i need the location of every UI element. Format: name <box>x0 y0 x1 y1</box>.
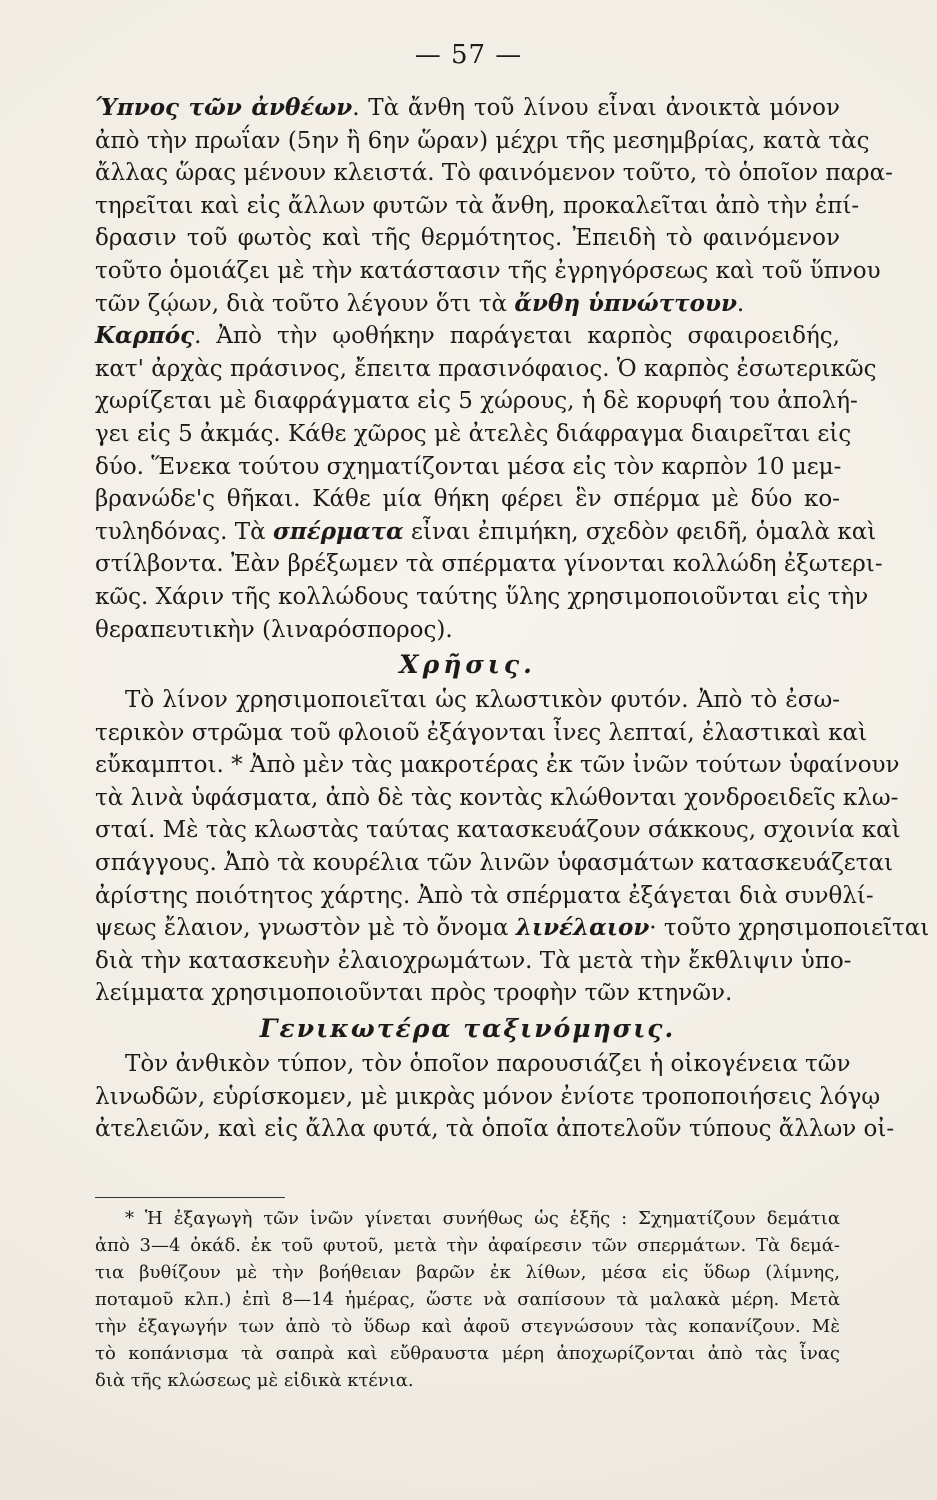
text-line: γει εἰς 5 ἀκμάς. Κάθε χῶρος μὲ ἀτελὲς διάφραγμα διαιρεῖται εἰς <box>95 420 852 447</box>
text-line: χωρίζεται μὲ διαφράγματα εἰς 5 χώρους, ἡ δὲ κορυφή του ἀπολή- <box>95 388 858 415</box>
text-line: ἄλλας ὥρας μένουν κλειστά. Τὸ φαινόμενον τοῦτο, τὸ ὁποῖον παρα- <box>95 160 893 187</box>
text-line: Τὸν ἀνθικὸν τύπον, τὸν ὁποῖον παρουσιάζει ἡ οἰκογένεια τῶν <box>125 1051 851 1078</box>
text-line: θεραπευτικὴν (λιναρόσπορος). <box>95 616 453 643</box>
emphasis-term: ἄνθη ὑπνώττουν <box>514 289 737 317</box>
text-line: τυληδόνας. Τὰ σπέρματα εἶναι ἐπιμήκη, σχεδὸν φειδῆ, ὁμαλὰ καὶ <box>95 517 877 545</box>
paragraph-classification <box>95 1048 895 1146</box>
text-line: εὔκαμπτοι. * Ἀπὸ μὲν τὰς μακροτέρας ἐκ τῶν ἰνῶν τούτων ὑφαίνουν <box>95 752 900 779</box>
text-line: τὰ λινὰ ὑφάσματα, ἀπὸ δὲ τὰς κοντὰς κλώθονται χονδροειδεῖς κλω- <box>95 784 899 811</box>
paragraph-uses-end <box>95 945 852 1010</box>
footnote-line: ποταμοῦ κλπ.) ἐπὶ 8—14 ἡμέρας, ὥστε νὰ σαπίσουν τὰ μαλακὰ μέρη. Μετὰ <box>95 1289 840 1310</box>
page-number: — 57 — <box>414 40 523 70</box>
text-line: βρανώδε'ς θῆκαι. Κάθε μία θήκη φέρει ἓν σπέρμα μὲ δύο κο- <box>95 486 840 513</box>
heading-uses: Χρῆσις. <box>399 650 536 680</box>
text-line: λινωδῶν, εὑρίσκομεν, μὲ μικρὰς μόνον ἐνίοτε τροποποιήσεις λόγῳ <box>95 1083 881 1110</box>
text-line: σταί. Μὲ τὰς κλωστὰς ταύτας κατασκευάζουν σάκκους, σχοινία καὶ <box>95 817 901 844</box>
text-line-linseed-oil: ψεως ἔλαιον, γνωστὸν μὲ τὸ ὄνομα λινέλαιον· τοῦτο χρησιμοποιεῖται <box>95 914 930 942</box>
footnote-line: τὸ κοπάνισμα τὰ σαπρὰ καὶ εὔθραυστα μέρη ἀποχωρίζονται ἀπὸ τὰς ἶνας <box>95 1343 840 1364</box>
text-line: στίλβοντα. Ἐὰν βρέξωμεν τὰ σπέρματα γίνονται κολλώδη ἐξωτερι- <box>95 551 883 578</box>
emphasis-term: Ύπνος τῶν ἀνθέων <box>95 94 353 121</box>
text-line: διὰ τὴν κατασκευὴν ἐλαιοχρωμάτων. Τὰ μετὰ τὴν ἔκθλιψιν ὑπο- <box>95 947 852 974</box>
text-line: δρασιν τοῦ φωτὸς καὶ τῆς θερμότητος. Ἐπειδὴ τὸ φαινόμενον <box>95 225 840 252</box>
text-line: Τὸ λίνον χρησιμοποιεῖται ὡς κλωστικὸν φυτόν. Ἀπὸ τὸ ἐσω- <box>125 687 840 714</box>
footnote-line: τὴν ἐξαγωγήν των ἀπὸ τὸ ὕδωρ καὶ ἀφοῦ στεγνώσουν τὰς κοπανίζουν. Μὲ <box>95 1316 840 1337</box>
text-line: κῶς. Χάριν τῆς κολλώδους ταύτης ὕλης χρησιμοποιοῦνται εἰς τὴν <box>95 583 869 610</box>
paragraph-uses <box>95 684 901 912</box>
paragraph-flower-sleep-and-fruit <box>95 92 893 646</box>
text-line: τοῦτο ὁμοιάζει μὲ τὴν κατάστασιν τῆς ἐγρηγόρσεως καὶ τοῦ ὕπνου <box>95 257 881 284</box>
text-line: ἀρίστης ποιότητος χάρτης. Ἀπὸ τὰ σπέρματα ἐξάγεται διὰ συνθλί- <box>95 882 874 909</box>
text-line: σπάγγους. Ἀπὸ τὰ κουρέλια τῶν λινῶν ὑφασμάτων κατασκευάζεται <box>95 850 893 877</box>
text-line: λείμματα χρησιμοποιοῦνται πρὸς τροφὴν τῶν κτηνῶν. <box>95 980 733 1007</box>
heading-general-classification: Γενικωτέρα ταξινόμησις. <box>259 1014 676 1044</box>
text-line: Ύπνος τῶν ἀνθέων. Τὰ ἄνθη τοῦ λίνου εἶναι ἀνοικτὰ μόνον <box>95 94 840 121</box>
emphasis-term: Καρπός <box>95 322 195 350</box>
text-line: Καρπός. Ἀπὸ τὴν ῳοθήκην παράγεται καρπὸς σφαιροειδής, <box>95 322 840 350</box>
emphasis-term: σπέρματα <box>272 517 404 545</box>
text-line: ἀτελειῶν, καὶ εἰς ἄλλα φυτά, τὰ ὁποῖα ἀποτελοῦν τύπους ἄλλων οἰ- <box>95 1116 895 1143</box>
text-line: κατ' ἀρχὰς πράσινος, ἔπειτα πρασινόφαιος. Ὁ καρπὸς ἐσωτερικῶς <box>95 355 877 382</box>
text-line: τερικὸν στρῶμα τοῦ φλοιοῦ ἐξάγονται ἶνες λεπταί, ἐλαστικαὶ καὶ <box>95 719 868 746</box>
footnote-divider <box>95 1197 285 1198</box>
footnote-line: διὰ τῆς κλώσεως μὲ εἰδικὰ κτένια. <box>95 1370 414 1391</box>
emphasis-term: λινέλαιον <box>515 914 650 942</box>
footnotes <box>95 1205 840 1394</box>
text-line: τῶν ζῴων, διὰ τοῦτο λέγουν ὅτι τὰ ἄνθη ὑπνώττουν. <box>95 289 745 317</box>
text-line: δύο. Ἕνεκα τούτου σχηματίζονται μέσα εἰς τὸν καρπὸν 10 μεμ- <box>95 453 842 480</box>
text-line: ἀπὸ τὴν πρωΐαν (5ην ἢ 6ην ὥραν) μέχρι τῆς μεσημβρίας, κατὰ τὰς <box>95 127 870 154</box>
main-text <box>95 92 930 1146</box>
footnote-line: τια βυθίζουν μὲ τὴν βοήθειαν βαρῶν ἐκ λίθων, μέσα εἰς ὕδωρ (λίμνης, <box>95 1262 840 1283</box>
text-line: τηρεῖται καὶ εἰς ἄλλων φυτῶν τὰ ἄνθη, προκαλεῖται ἀπὸ τὴν ἐπί- <box>95 192 860 219</box>
footnote-line: ἀπὸ 3—4 ὀκάδ. ἐκ τοῦ φυτοῦ, μετὰ τὴν ἀφαίρεσιν τῶν σπερμάτων. Τὰ δεμά- <box>95 1235 840 1256</box>
footnote-line: * Ἡ ἐξαγωγὴ τῶν ἰνῶν γίνεται συνήθως ὡς ἑξῆς : Σχηματίζουν δεμάτια <box>125 1208 840 1229</box>
